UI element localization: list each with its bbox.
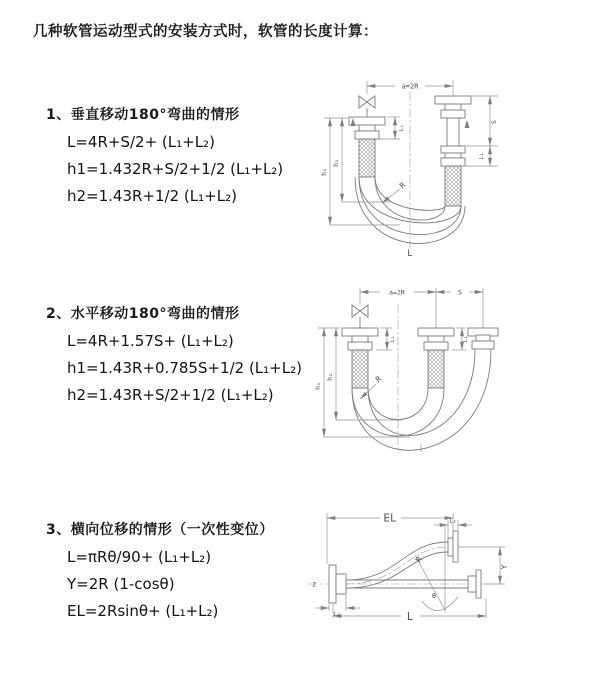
dim-label-l1-top: L₁	[449, 517, 457, 525]
dim-label-h2: h₂	[326, 373, 334, 381]
braided-hose-left	[359, 139, 375, 177]
section-3-heading: 3、横向位移的情形（一次性变位）	[46, 522, 274, 538]
flange-left	[329, 565, 346, 603]
dim-label-theta: θ	[431, 592, 437, 600]
formula-line: h1=1.432R+S/2+1/2 (L₁+L₂)	[67, 160, 284, 178]
section-2-formulas	[67, 328, 302, 409]
dim-label-l1-mid: L₁	[463, 335, 469, 343]
flange-right-original	[468, 570, 481, 598]
dim-label-h1: h₁	[314, 382, 322, 390]
dim-label-l1-left: L₁	[399, 124, 405, 132]
formula-line: L=4R+S/2+ (L₁+L₂)	[67, 133, 215, 151]
dim-label-l: L	[407, 249, 413, 259]
dim-label-r: R	[413, 555, 425, 565]
flange-right-lower	[441, 146, 465, 166]
flange-pipe1	[342, 328, 378, 350]
dim-label-l1-right: L₁	[479, 152, 485, 160]
flange-pipe3-shifted	[468, 328, 498, 349]
angle-arc	[422, 597, 458, 611]
section-2-heading: 2、水平移动180°弯曲的情形	[46, 306, 240, 322]
valve-icon	[352, 305, 368, 317]
formula-line: Y=2R (1-cosθ)	[67, 575, 175, 593]
dim-label-span: a=2R	[401, 82, 419, 91]
dim-label-r: R	[397, 180, 408, 190]
dim-label-y: Y	[500, 564, 509, 570]
dim-label-h1: h₁	[320, 168, 328, 176]
braided-hose-pipe1	[352, 350, 368, 388]
hose-s-curve-displaced	[346, 542, 448, 588]
braided-hose-pipe2	[428, 350, 444, 388]
formula-line: L=4R+1.57S+ (L₁+L₂)	[67, 332, 234, 350]
dim-label-l1-left: L₁	[390, 335, 396, 343]
flange-right-upper	[435, 96, 471, 118]
diagram-lateral-displacement	[300, 498, 600, 658]
dim-label-r: R	[373, 374, 384, 384]
motion-arrow-up-right	[465, 120, 470, 128]
valve-icon	[359, 96, 375, 108]
dim-label-l: L	[406, 610, 414, 623]
flange-top-displaced	[448, 531, 458, 562]
dim-label-l1-left: L₁	[333, 611, 341, 618]
formula-line: h1=1.43R+0.785S+1/2 (L₁+L₂)	[67, 359, 302, 377]
section-1-formulas	[67, 129, 283, 210]
diagram-horizontal-180-bend	[310, 280, 595, 470]
formula-line: h2=1.43R+S/2+1/2 (L₁+L₂)	[67, 386, 274, 404]
hose-curves	[352, 349, 491, 450]
formula-line: EL=2Rsinθ+ (L₁+L₂)	[67, 602, 219, 620]
flange-left	[349, 117, 385, 139]
dim-label-el: EL	[383, 511, 397, 525]
centerline-mark: Z	[312, 581, 316, 589]
dim-label-s: S	[490, 120, 498, 124]
formula-line: L=πRθ/90+ (L₁+L₂)	[67, 548, 212, 566]
braided-hose-right	[445, 166, 461, 206]
page-title: 几种软管运动型式的安装方式时，软管的长度计算：	[33, 24, 378, 40]
formula-line: h2=1.43R+1/2 (L₁+L₂)	[67, 187, 237, 205]
dim-label-span: a=2R	[389, 288, 405, 297]
flange-pipe2	[418, 328, 454, 350]
section-3-formulas	[67, 544, 218, 625]
dim-label-s: S	[458, 288, 462, 297]
section-1-heading: 1、垂直移动180°弯曲的情形	[46, 107, 240, 123]
diagram-vertical-180-bend	[310, 68, 590, 263]
dim-label-h2: h₂	[332, 159, 340, 167]
